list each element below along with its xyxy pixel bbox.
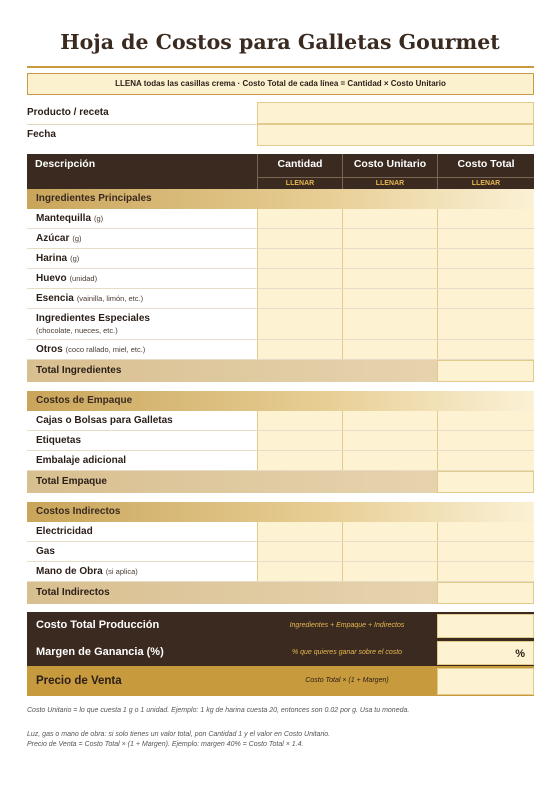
header-costo-total — [437, 154, 534, 189]
section-header: Costos de Empaque — [27, 391, 534, 411]
table-row — [27, 269, 534, 289]
header-costo-total-label: Costo Total — [457, 158, 515, 170]
line-total-cell[interactable] — [437, 522, 534, 541]
line-total-cell[interactable] — [437, 562, 534, 581]
row-label — [36, 249, 79, 269]
item-unit: (g) — [70, 254, 80, 263]
row-label — [36, 269, 97, 289]
unit-cost-cell[interactable] — [342, 451, 437, 470]
table-row — [27, 522, 534, 542]
sale-price-field[interactable] — [437, 668, 534, 695]
header-costo-unitario-fill: LLENAR — [343, 177, 437, 189]
date-field[interactable] — [257, 124, 534, 146]
total-field[interactable] — [437, 471, 534, 493]
unit-cost-cell[interactable] — [342, 249, 437, 268]
section-spacer — [27, 382, 534, 391]
sale-price-note: Costo Total × (1 + Margen) — [305, 677, 389, 684]
row-label — [36, 522, 93, 542]
quantity-cell[interactable] — [257, 411, 342, 430]
row-label — [36, 209, 103, 229]
row-label — [36, 411, 173, 431]
line-total-cell[interactable] — [437, 451, 534, 470]
item-unit: (g) — [94, 214, 104, 223]
quantity-cell[interactable] — [257, 209, 342, 228]
item-unit: (vainilla, limón, etc.) — [76, 294, 144, 303]
row-label — [36, 313, 150, 337]
quantity-cell[interactable] — [257, 340, 342, 359]
header-costo-unitario — [342, 154, 437, 189]
quantity-cell[interactable] — [257, 229, 342, 248]
production-cost-row — [27, 612, 534, 639]
margin-note: % que quieres ganar sobre el costo — [291, 649, 403, 656]
item-name: Mano de Obra — [36, 566, 103, 577]
table-row — [27, 431, 534, 451]
row-label — [36, 542, 55, 562]
section-total-row — [27, 360, 534, 382]
margin-field[interactable] — [437, 641, 534, 665]
line-total-cell[interactable] — [437, 411, 534, 430]
section-header: Ingredientes Principales — [27, 189, 534, 209]
line-total-cell[interactable] — [437, 431, 534, 450]
title-divider — [27, 66, 534, 68]
unit-cost-cell[interactable] — [342, 411, 437, 430]
row-label — [36, 289, 143, 309]
header-cantidad-label: Cantidad — [277, 158, 323, 170]
unit-cost-cell[interactable] — [342, 431, 437, 450]
item-name: Cajas o Bolsas para Galletas — [36, 415, 173, 426]
table-header — [27, 154, 534, 189]
line-total-cell[interactable] — [437, 542, 534, 561]
quantity-cell[interactable] — [257, 309, 342, 339]
table-row — [27, 542, 534, 562]
header-cantidad — [257, 154, 342, 189]
sale-price-row — [27, 666, 534, 696]
table-row — [27, 249, 534, 269]
line-total-cell[interactable] — [437, 229, 534, 248]
table-row — [27, 209, 534, 229]
header-costo-total-fill: LLENAR — [438, 177, 534, 189]
footnote-sale-price: Precio de Venta = Costo Total × (1 + Margen). Ejemplo: margen 40% = Costo Total × 1.4. — [27, 741, 304, 748]
unit-cost-cell[interactable] — [342, 229, 437, 248]
item-name: Esencia — [36, 293, 74, 304]
section-total-row — [27, 582, 534, 604]
section-total-row — [27, 471, 534, 493]
unit-cost-cell[interactable] — [342, 562, 437, 581]
unit-cost-cell[interactable] — [342, 289, 437, 308]
item-name: Azúcar — [36, 233, 70, 244]
quantity-cell[interactable] — [257, 542, 342, 561]
total-field[interactable] — [437, 582, 534, 604]
item-note: (chocolate, nueces, etc.) — [36, 326, 118, 335]
quantity-cell[interactable] — [257, 249, 342, 268]
cost-sheet-table — [27, 154, 534, 604]
item-name: Otros — [36, 344, 63, 355]
page-title: Hoja de Costos para Galletas Gourmet — [60, 30, 500, 54]
row-label — [36, 562, 138, 582]
meta-row-product — [27, 102, 534, 124]
instructions-banner: LLENA todas las casillas crema · Costo Total de cada línea = Cantidad × Costo Unitario — [27, 73, 534, 95]
quantity-cell[interactable] — [257, 431, 342, 450]
margin-label: Margen de Ganancia (%) — [36, 646, 164, 658]
item-name: Mantequilla — [36, 213, 92, 224]
item-name: Huevo — [36, 273, 67, 284]
meta-row-date — [27, 124, 534, 146]
item-name: Electricidad — [36, 526, 93, 537]
item-name: Gas — [36, 546, 55, 557]
total-label: Total Empaque — [36, 476, 107, 487]
table-row — [27, 340, 534, 360]
section-header: Costos Indirectos — [27, 502, 534, 522]
quantity-cell[interactable] — [257, 269, 342, 288]
quantity-cell[interactable] — [257, 522, 342, 541]
table-row — [27, 309, 534, 340]
header-costo-unitario-label: Costo Unitario — [353, 158, 427, 170]
footnote-unit-cost: Costo Unitario = lo que cuesta 1 g o 1 unidad. Ejemplo: 1 kg de harina cuesta 20, entonces son 0.02 por g. Usa tu moneda. — [27, 707, 410, 714]
row-label — [36, 451, 126, 471]
product-label: Producto / receta — [27, 107, 109, 118]
unit-cost-cell[interactable] — [342, 209, 437, 228]
row-label — [36, 229, 82, 249]
unit-cost-cell[interactable] — [342, 542, 437, 561]
total-label: Total Ingredientes — [36, 365, 122, 376]
unit-cost-cell[interactable] — [342, 522, 437, 541]
total-label: Total Indirectos — [36, 587, 110, 598]
unit-cost-cell[interactable] — [342, 309, 437, 339]
quantity-cell[interactable] — [257, 562, 342, 581]
table-row — [27, 451, 534, 471]
product-field[interactable] — [257, 102, 534, 124]
header-description: Descripción — [35, 158, 96, 170]
table-row — [27, 562, 534, 582]
production-cost-label: Costo Total Producción — [36, 619, 160, 631]
item-name: Etiquetas — [36, 435, 82, 446]
line-total-cell[interactable] — [437, 309, 534, 339]
line-total-cell[interactable] — [437, 249, 534, 268]
total-field[interactable] — [437, 360, 534, 382]
margin-row — [27, 639, 534, 666]
quantity-cell[interactable] — [257, 451, 342, 470]
unit-cost-cell[interactable] — [342, 269, 437, 288]
item-unit: (coco rallado, miel, etc.) — [65, 345, 146, 354]
item-name: Ingredientes Especiales — [36, 313, 150, 324]
row-label — [36, 340, 145, 360]
production-cost-field[interactable] — [437, 614, 534, 638]
header-cantidad-fill: LLENAR — [258, 177, 342, 189]
section-spacer — [27, 493, 534, 502]
footnote-utilities: Luz, gas o mano de obra: si solo tienes un valor total, pon Cantidad 1 y el valor en Costo Unitario. — [27, 731, 331, 738]
line-total-cell[interactable] — [437, 209, 534, 228]
item-unit: (unidad) — [69, 274, 98, 283]
production-cost-note: Ingredientes + Empaque + Indirectos — [289, 622, 405, 629]
table-row — [27, 411, 534, 431]
line-total-cell[interactable] — [437, 289, 534, 308]
sale-price-label: Precio de Venta — [36, 675, 122, 687]
unit-cost-cell[interactable] — [342, 340, 437, 359]
line-total-cell[interactable] — [437, 340, 534, 359]
line-total-cell[interactable] — [437, 269, 534, 288]
item-unit: (g) — [72, 234, 82, 243]
date-label: Fecha — [27, 129, 56, 140]
table-row — [27, 229, 534, 249]
row-label — [36, 431, 81, 451]
percent-symbol: % — [515, 648, 525, 660]
summary-block — [27, 612, 534, 696]
item-name: Harina — [36, 253, 68, 264]
quantity-cell[interactable] — [257, 289, 342, 308]
item-unit: (si aplica) — [105, 567, 138, 576]
table-row — [27, 289, 534, 309]
item-name: Embalaje adicional — [36, 455, 127, 466]
